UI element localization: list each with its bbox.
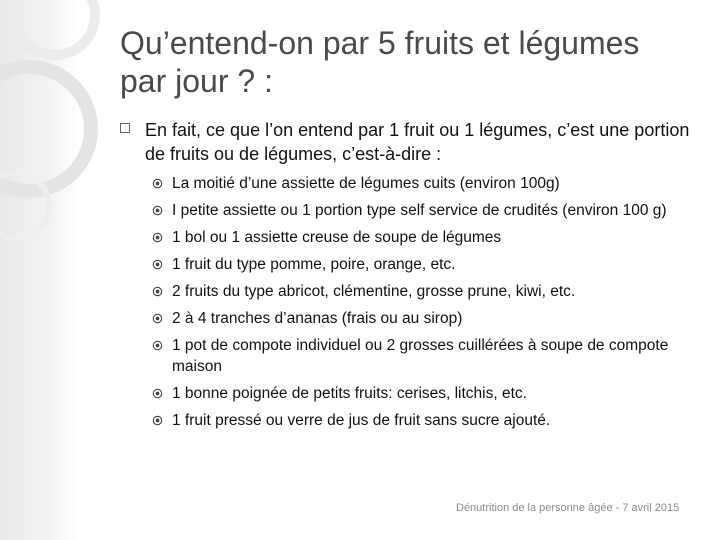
slide-title: Qu’entend-on par 5 fruits et légumes par jour ? :	[120, 25, 640, 99]
sun-bullet-icon	[152, 205, 163, 216]
list-item-text: La moitié d’une assiette de légumes cuits (environ 100g)	[172, 175, 560, 192]
list-item-text: 1 pot de compote individuel ou 2 grosses cuillérées à soupe de compote maison	[172, 337, 669, 375]
sun-bullet-icon	[152, 259, 163, 270]
list-item-text: 1 bol ou 1 assiette creuse de soupe de légumes	[172, 229, 502, 246]
list-item	[152, 227, 697, 248]
list-item	[152, 383, 697, 404]
portion-list	[152, 173, 697, 437]
list-item	[152, 410, 697, 431]
list-item-text: 1 bonne poignée de petits fruits: cerises, litchis, etc.	[172, 385, 527, 402]
list-item-text: 2 fruits du type abricot, clémentine, grosse prune, kiwi, etc.	[172, 283, 576, 300]
main-bullet-point	[120, 118, 700, 166]
list-item	[152, 308, 697, 329]
sun-bullet-icon	[152, 313, 163, 324]
list-item-text: I petite assiette ou 1 portion type self service de crudités (environ 100 g)	[172, 202, 667, 219]
list-item-text: 1 fruit pressé ou verre de jus de fruit sans sucre ajouté.	[172, 412, 551, 429]
sun-bullet-icon	[152, 340, 163, 351]
square-outline-icon	[120, 123, 130, 133]
sun-bullet-icon	[152, 232, 163, 243]
sun-bullet-icon	[152, 388, 163, 399]
list-item-text: 2 à 4 tranches d’ananas (frais ou au sirop)	[172, 310, 463, 327]
list-item	[152, 173, 697, 194]
list-item-text: 1 fruit du type pomme, poire, orange, etc.	[172, 256, 456, 273]
list-item	[152, 281, 697, 302]
sun-bullet-icon	[152, 415, 163, 426]
sun-bullet-icon	[152, 178, 163, 189]
sun-bullet-icon	[152, 286, 163, 297]
list-item	[152, 335, 697, 377]
main-bullet-text: En fait, ce que l’on entend par 1 fruit ou 1 légumes, c’est une portion de fruits ou de légumes, c’est-à-dire :	[145, 120, 690, 164]
list-item	[152, 200, 697, 221]
slide-footer: Dénutrition de la personne âgée - 7 avril 2015	[456, 502, 680, 514]
list-item	[152, 254, 697, 275]
